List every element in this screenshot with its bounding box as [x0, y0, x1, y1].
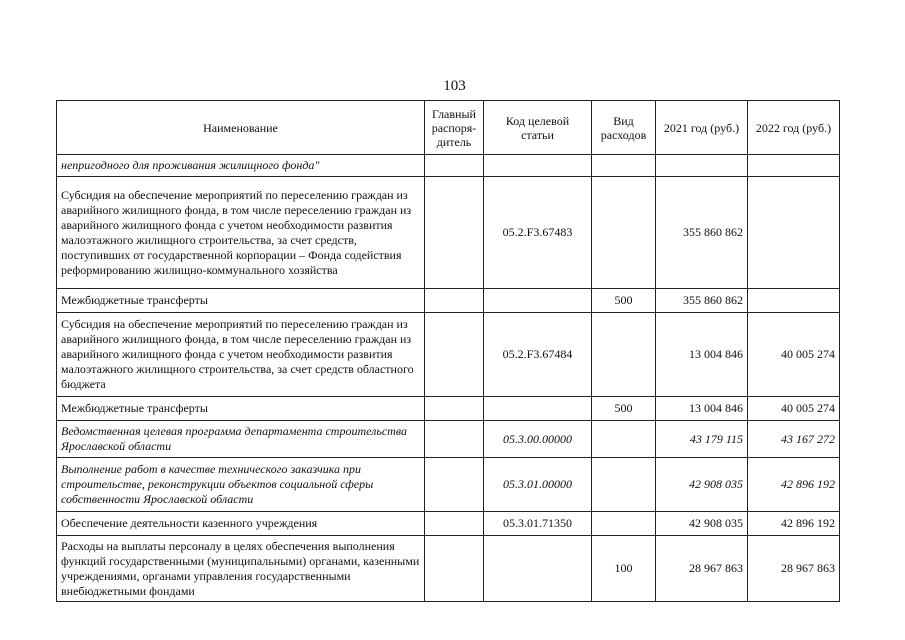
table-row — [57, 177, 840, 289]
budget-table — [56, 100, 840, 602]
row-2021: 355 860 862 — [656, 289, 748, 313]
table-row — [57, 536, 840, 602]
row-2021 — [656, 155, 748, 177]
row-type: 500 — [592, 397, 656, 421]
row-main — [425, 289, 484, 313]
row-type — [592, 177, 656, 289]
row-type — [592, 458, 656, 512]
row-2022: 42 896 192 — [748, 458, 840, 512]
row-code — [484, 397, 592, 421]
row-main — [425, 421, 484, 458]
table-row — [57, 289, 840, 313]
row-name: Межбюджетные трансферты — [57, 289, 425, 313]
row-2022: 43 167 272 — [748, 421, 840, 458]
row-type: 100 — [592, 536, 656, 602]
table-row — [57, 313, 840, 397]
table-row — [57, 397, 840, 421]
row-code: 05.3.00.00000 — [484, 421, 592, 458]
row-2021: 13 004 846 — [656, 313, 748, 397]
row-main — [425, 177, 484, 289]
page-number: 103 — [443, 78, 466, 94]
table-row — [57, 458, 840, 512]
row-2021: 43 179 115 — [656, 421, 748, 458]
row-2022 — [748, 289, 840, 313]
row-main — [425, 512, 484, 536]
row-2021: 42 908 035 — [656, 512, 748, 536]
row-main — [425, 536, 484, 602]
row-code: 05.3.01.00000 — [484, 458, 592, 512]
row-main — [425, 397, 484, 421]
header-name: Наименование — [57, 101, 425, 155]
header-main-manager: Главный распоря-дитель — [425, 101, 484, 155]
row-name: Межбюджетные трансферты — [57, 397, 425, 421]
row-name: Субсидия на обеспечение мероприятий по переселению граждан из аварийного жилищного фонда, в том числе переселению граждан из аварийного жилищного фонда с учетом необходимости развития малоэтажного жилищного строительства, за счет средств, поступивших от государственной корпорации – Фонда содействия реформированию жилищно-коммунального хозяйства — [57, 177, 425, 289]
row-type — [592, 155, 656, 177]
row-2021: 13 004 846 — [656, 397, 748, 421]
row-2022: 40 005 274 — [748, 397, 840, 421]
row-2022: 42 896 192 — [748, 512, 840, 536]
row-name: Расходы на выплаты персоналу в целях обеспечения выполнения функций государственными (муниципальными) органами, казенными учреждениями, органами управления государственными внебюджетными фондами — [57, 536, 425, 602]
row-2021: 28 967 863 — [656, 536, 748, 602]
row-code — [484, 536, 592, 602]
row-code: 05.2.F3.67484 — [484, 313, 592, 397]
table-header-row — [57, 101, 840, 155]
table-row — [57, 155, 840, 177]
row-type — [592, 313, 656, 397]
row-2021: 355 860 862 — [656, 177, 748, 289]
row-2022: 40 005 274 — [748, 313, 840, 397]
row-2022 — [748, 177, 840, 289]
row-type — [592, 512, 656, 536]
row-type — [592, 421, 656, 458]
row-main — [425, 458, 484, 512]
row-code — [484, 155, 592, 177]
table-row — [57, 512, 840, 536]
row-name: Обеспечение деятельности казенного учреждения — [57, 512, 425, 536]
row-name: непригодного для проживания жилищного фонда" — [57, 155, 425, 177]
row-2021: 42 908 035 — [656, 458, 748, 512]
header-year-2022: 2022 год (руб.) — [748, 101, 840, 155]
table-row — [57, 421, 840, 458]
row-name: Ведомственная целевая программа департамента строительства Ярославской области — [57, 421, 425, 458]
row-main — [425, 313, 484, 397]
header-target-code: Код целевой статьи — [484, 101, 592, 155]
row-name: Субсидия на обеспечение мероприятий по переселению граждан из аварийного жилищного фонда, в том числе переселению граждан из аварийного жилищного фонда с учетом необходимости развития малоэтажного жилищного строительства, за счет средств областного бюджета — [57, 313, 425, 397]
row-name: Выполнение работ в качестве технического заказчика при строительстве, реконструкции объектов социальной сферы собственности Ярославской области — [57, 458, 425, 512]
row-main — [425, 155, 484, 177]
row-2022 — [748, 155, 840, 177]
row-2022: 28 967 863 — [748, 536, 840, 602]
header-year-2021: 2021 год (руб.) — [656, 101, 748, 155]
row-type: 500 — [592, 289, 656, 313]
row-code: 05.3.01.71350 — [484, 512, 592, 536]
row-code: 05.2.F3.67483 — [484, 177, 592, 289]
header-expense-type: Вид расходов — [592, 101, 656, 155]
row-code — [484, 289, 592, 313]
